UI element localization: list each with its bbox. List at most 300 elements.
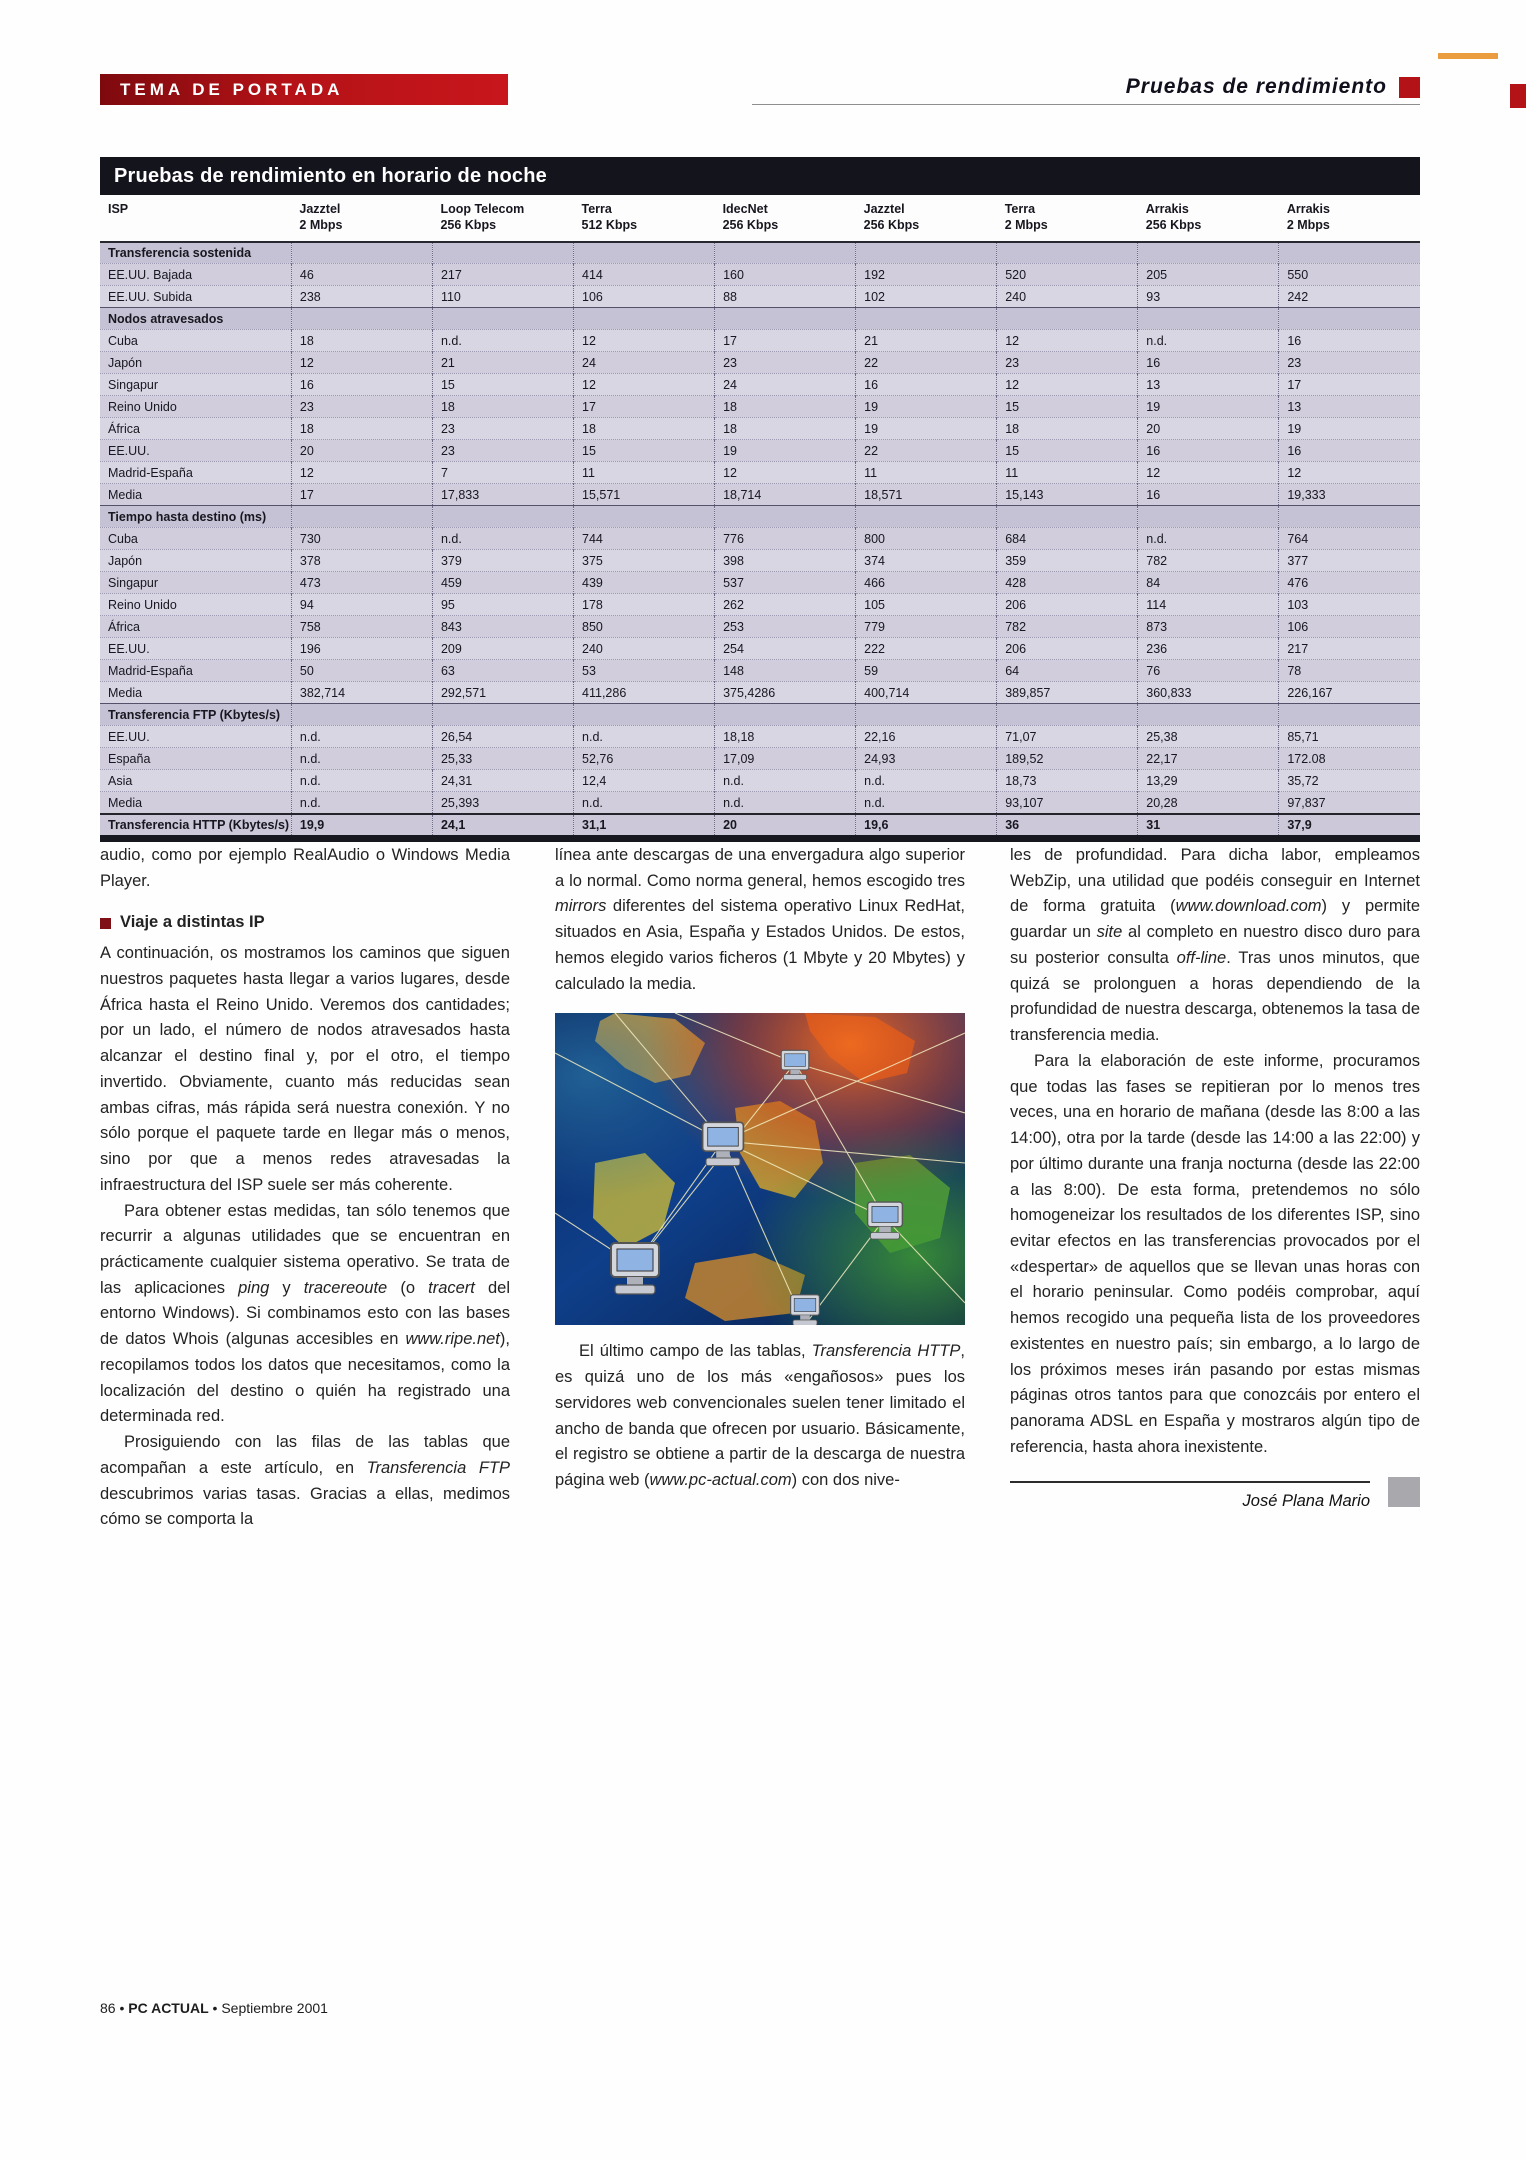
table-cell: 476 [1279, 572, 1420, 594]
table-cell: 85,71 [1279, 726, 1420, 748]
world-map-photo [555, 1013, 965, 1325]
table-cell: 377 [1279, 550, 1420, 572]
table-cell: 95 [432, 594, 573, 616]
table-cell: 843 [432, 616, 573, 638]
table-cell: 24,93 [856, 748, 997, 770]
table-cell: 18,571 [856, 484, 997, 506]
article-paragraph: Para la elaboración de este informe, procuramos que todas las fases se repitieran por lo menos tres veces, una en horario de mañana (desde las 8:00 a las 14:00), otra por la tarde (desde las 14:00 a las 22:00) y por último durante una franja nocturna (desde las 22:00 a las 8:00). De esta forma, pretendemos no sólo homogeneizar los resultados de los diferentes ISP, sino evitar efectos en las transferencias provocados por el «despertar» de aquellos que se llevan unas horas con el horario peninsular. Como podéis comprobar, aquí hemos recogido una pequeña lista de los proveedores existentes en nuestro país; sin embargo, a lo largo de los próximos meses irán pasando por estas mismas páginas otros tantos para que conozcáis por entero el panorama ADSL en España y mostraros algún tipo de referencia, hasta ahora inexistente. [1010, 1051, 1420, 1456]
empty-cell [856, 704, 997, 726]
column-header [997, 195, 1138, 242]
empty-cell [997, 506, 1138, 528]
footer-magazine-name: PC ACTUAL [128, 2000, 209, 2016]
table-cell: 205 [1138, 264, 1279, 286]
table-cell: 19 [715, 440, 856, 462]
table-cell: 17 [574, 396, 715, 418]
table-cell: 93,107 [997, 792, 1138, 814]
table-row [100, 748, 1420, 770]
column-header [291, 195, 432, 242]
network-map-illustration [555, 1013, 965, 1325]
column-header [715, 195, 856, 242]
computer-icon [703, 1123, 744, 1166]
row-label: Media [108, 487, 143, 502]
table-cell: 253 [715, 616, 856, 638]
table-cell: 189,52 [997, 748, 1138, 770]
table-cell: n.d. [1138, 528, 1279, 550]
corner-accent-dash [1438, 53, 1498, 59]
table-cell: 13,29 [1138, 770, 1279, 792]
table-cell: 16 [1279, 330, 1420, 352]
table-cell: 93 [1138, 286, 1279, 308]
table-row [100, 594, 1420, 616]
table-cell: 63 [432, 660, 573, 682]
table-cell: 379 [432, 550, 573, 572]
table-cell: 23 [997, 352, 1138, 374]
table-cell: 240 [574, 638, 715, 660]
table-cell: n.d. [291, 748, 432, 770]
isp-name: Terra [1004, 202, 1036, 216]
table-row [100, 616, 1420, 638]
table-row [100, 352, 1420, 374]
empty-cell [1138, 704, 1279, 726]
section-label: Nodos atravesados [108, 311, 224, 326]
column-header [432, 195, 573, 242]
section-label: Tiempo hasta destino (ms) [108, 509, 267, 524]
article-column-2 [555, 843, 965, 1533]
table-cell: 12 [574, 374, 715, 396]
computer-icon [611, 1243, 659, 1294]
empty-cell [574, 308, 715, 330]
section-label: Transferencia sostenida [108, 246, 252, 260]
table-cell: 7 [432, 462, 573, 484]
empty-cell [715, 506, 856, 528]
table-cell: 192 [856, 264, 997, 286]
row-label: Cuba [108, 531, 138, 546]
table-cell: 22,16 [856, 726, 997, 748]
table-cell: 17 [291, 484, 432, 506]
row-label: Singapur [108, 575, 159, 590]
kicker-bar [100, 74, 508, 105]
footer-bullet: • [119, 2000, 125, 2016]
row-label: África [108, 421, 140, 436]
isp-name: Loop Telecom [440, 202, 525, 216]
table-row [100, 528, 1420, 550]
table-cell: 15,143 [997, 484, 1138, 506]
table-cell: 22,17 [1138, 748, 1279, 770]
row-label: África [108, 619, 140, 634]
section-head [752, 75, 1420, 105]
column-2-bottom-paragraphs [555, 1339, 965, 1493]
table-cell: 31 [1138, 814, 1279, 839]
empty-cell [1279, 308, 1420, 330]
isp-speed: 2 Mbps [1286, 218, 1330, 233]
table-cell: n.d. [856, 770, 997, 792]
table-cell: 20,28 [1138, 792, 1279, 814]
empty-cell [1138, 242, 1279, 264]
page-edge-red-tab [1510, 84, 1526, 108]
row-label: EE.UU. Bajada [108, 267, 193, 282]
empty-cell [856, 308, 997, 330]
table-cell: n.d. [291, 726, 432, 748]
table-cell: 16 [856, 374, 997, 396]
column-header [1279, 195, 1420, 242]
table-cell: 12,4 [574, 770, 715, 792]
row-label: Japón [108, 355, 143, 370]
empty-cell [432, 242, 573, 264]
footer-bullet: • [212, 2000, 218, 2016]
table-cell: 262 [715, 594, 856, 616]
table-row [100, 770, 1420, 792]
row-label: EE.UU. [108, 443, 150, 458]
table-cell: 800 [856, 528, 997, 550]
table-cell: 19,6 [856, 814, 997, 839]
table-cell: 76 [1138, 660, 1279, 682]
table-cell: 23 [291, 396, 432, 418]
table-row [100, 572, 1420, 594]
table-cell: 20 [291, 440, 432, 462]
table-cell: 20 [715, 814, 856, 839]
empty-cell [1138, 308, 1279, 330]
table-cell: 206 [997, 594, 1138, 616]
table-cell: 459 [432, 572, 573, 594]
isp-speed: 256 Kbps [863, 218, 920, 233]
table-cell: 11 [856, 462, 997, 484]
section-header-row [100, 704, 1420, 726]
table-cell: 105 [856, 594, 997, 616]
empty-cell [997, 704, 1138, 726]
table-cell: 50 [291, 660, 432, 682]
table-cell: 873 [1138, 616, 1279, 638]
table-cell: 18,714 [715, 484, 856, 506]
table-row [100, 638, 1420, 660]
table-cell: 779 [856, 616, 997, 638]
table-cell: 12 [997, 374, 1138, 396]
table-cell: 18,73 [997, 770, 1138, 792]
table-cell: 19 [1279, 418, 1420, 440]
empty-cell [432, 506, 573, 528]
table-cell: 16 [291, 374, 432, 396]
table-cell: n.d. [1138, 330, 1279, 352]
table-cell: 35,72 [1279, 770, 1420, 792]
table-cell: 31,1 [574, 814, 715, 839]
section-header-row [100, 506, 1420, 528]
table-cell: 18 [574, 418, 715, 440]
row-label: Asia [108, 773, 133, 788]
table-cell: 254 [715, 638, 856, 660]
table-cell: 238 [291, 286, 432, 308]
table-cell: n.d. [715, 770, 856, 792]
article-paragraph: A continuación, os mostramos los caminos que siguen nuestros paquetes hasta llegar a varios lugares, desde África hasta el Reino Unido. Veremos dos cantidades; por un lado, el número de nodos atravesados hasta alcanzar el destino final y, por el otro, el tiempo invertido. Obviamente, cuanto más reducidas sean ambas cifras, más rápida será nuestra conexión. Y no sólo porque el paquete tarde en llegar más o menos, sino por que a menos redes atravesadas la infraestructura del ISP suele ser más coherente. [100, 944, 510, 1194]
empty-cell [997, 308, 1138, 330]
table-body [100, 242, 1420, 839]
row-label: Japón [108, 553, 143, 568]
table-cell: 106 [1279, 616, 1420, 638]
table-cell: 12 [574, 330, 715, 352]
table-row [100, 396, 1420, 418]
column-header-row [100, 195, 1420, 242]
table-cell: 850 [574, 616, 715, 638]
empty-cell [1138, 506, 1279, 528]
table-cell: 106 [574, 286, 715, 308]
table-cell: 411,286 [574, 682, 715, 704]
section-header-row [100, 308, 1420, 330]
table-cell: 374 [856, 550, 997, 572]
table-cell: 172.08 [1279, 748, 1420, 770]
table-cell: 178 [574, 594, 715, 616]
column-3-paragraphs [1010, 843, 1420, 1461]
table-cell: 12 [291, 352, 432, 374]
table-cell: 23 [715, 352, 856, 374]
table-cell: 382,714 [291, 682, 432, 704]
map-glow-green [555, 1013, 965, 1325]
table-cell: 18,18 [715, 726, 856, 748]
table-cell: 240 [997, 286, 1138, 308]
table-cell: 20 [1138, 418, 1279, 440]
computer-icon [868, 1202, 903, 1239]
table-cell: 520 [997, 264, 1138, 286]
table-row [100, 462, 1420, 484]
table-cell: 16 [1279, 440, 1420, 462]
table-cell: n.d. [574, 726, 715, 748]
table-cell: 24,1 [432, 814, 573, 839]
table-cell: 17 [715, 330, 856, 352]
row-label: Madrid-España [108, 663, 193, 678]
table-cell: 15 [432, 374, 573, 396]
empty-cell [291, 704, 432, 726]
performance-table [100, 195, 1420, 842]
table-cell: 12 [291, 462, 432, 484]
isp-speed: 256 Kbps [1145, 218, 1202, 233]
isp-name: Arrakis [1286, 202, 1330, 216]
column-header [856, 195, 997, 242]
table-cell: 22 [856, 352, 997, 374]
table-cell: 782 [1138, 550, 1279, 572]
empty-cell [715, 242, 856, 264]
isp-name: Jazztel [299, 202, 341, 216]
table-cell: 400,714 [856, 682, 997, 704]
author-rule [1010, 1481, 1370, 1483]
isp-speed: 512 Kbps [581, 218, 638, 233]
row-label: Singapur [108, 377, 159, 392]
table-cell: 217 [1279, 638, 1420, 660]
table-cell: 359 [997, 550, 1138, 572]
table-cell: 776 [715, 528, 856, 550]
table-cell: 764 [1279, 528, 1420, 550]
table-cell: 375 [574, 550, 715, 572]
table-cell: 17,09 [715, 748, 856, 770]
table-cell: 242 [1279, 286, 1420, 308]
table-cell: 103 [1279, 594, 1420, 616]
table-cell: 12 [1138, 462, 1279, 484]
footer-issue: Septiembre 2001 [221, 2000, 328, 2016]
table-cell: 292,571 [432, 682, 573, 704]
computer-icon [791, 1295, 820, 1325]
table-cell: 24,31 [432, 770, 573, 792]
table-cell: 22 [856, 440, 997, 462]
table-cell: 160 [715, 264, 856, 286]
table-cell: 17 [1279, 374, 1420, 396]
article-paragraph: El último campo de las tablas, Transferencia HTTP, es quizá uno de los más «engañosos» pues los servidores web convencionales suelen tener limitado el ancho de banda que ofrecen por usuario. Básicamente, el registro se obtiene a partir de la descarga de nuestra página web (www.pc-actual.com) con dos nive- [555, 1342, 965, 1490]
table-cell: 209 [432, 638, 573, 660]
section-label: Transferencia FTP (Kbytes/s) [108, 707, 281, 722]
table-cell: 23 [1279, 352, 1420, 374]
table-cell: 19,333 [1279, 484, 1420, 506]
empty-cell [997, 242, 1138, 264]
table-cell: 18 [291, 330, 432, 352]
table-title: Pruebas de rendimiento en horario de noche [114, 165, 547, 187]
article-column-3 [1010, 843, 1420, 1533]
table-cell: 17,833 [432, 484, 573, 506]
table-cell: 46 [291, 264, 432, 286]
author-block [1010, 1481, 1420, 1515]
table-row [100, 440, 1420, 462]
table-cell: 18 [291, 418, 432, 440]
row-label: Reino Unido [108, 399, 177, 414]
table-cell: 53 [574, 660, 715, 682]
table-cell: 84 [1138, 572, 1279, 594]
table-cell: 23 [432, 418, 573, 440]
table-cell: 226,167 [1279, 682, 1420, 704]
isp-name: Terra [581, 202, 612, 216]
table-cell: 102 [856, 286, 997, 308]
article-paragraph: Para obtener estas medidas, tan sólo tenemos que recurrir a algunas utilidades que se encuentran en prácticamente cualquier sistema operativo. Se trata de las aplicaciones ping y tracereoute (o tracert del entorno Windows). Si combinamos esto con las bases de datos Whois (algunas accesibles en www.ripe.net), recopilamos todos los datos que necesitamos, como la localización del destino o quién ha registrado una determinada red. [100, 1201, 510, 1426]
section-label: Transferencia HTTP (Kbytes/s) [108, 818, 290, 832]
computer-icon [781, 1051, 809, 1080]
column-header [1138, 195, 1279, 242]
table-row [100, 330, 1420, 352]
isp-corner-header: ISP [100, 195, 291, 242]
table-cell: 52,76 [574, 748, 715, 770]
table-cell: 25,33 [432, 748, 573, 770]
table-cell: 11 [574, 462, 715, 484]
empty-cell [432, 704, 573, 726]
table-row [100, 418, 1420, 440]
table-cell: 25,393 [432, 792, 573, 814]
empty-cell [432, 308, 573, 330]
article-paragraph: les de profundidad. Para dicha labor, empleamos WebZip, una utilidad que podéis conseguir en Internet de forma gratuita (www.download.com) y permite guardar un site al completo en nuestro disco duro para su posterior consulta off-line. Tras unos minutos, que quizá se prolonguen a horas dependiendo de la profundidad de nuestra descarga, obtenemos la tasa de transferencia media. [1010, 846, 1421, 1045]
square-bullet-icon [100, 918, 111, 929]
table-cell: 24 [715, 374, 856, 396]
table-cell: 236 [1138, 638, 1279, 660]
table-row [100, 726, 1420, 748]
kicker-label: TEMA DE PORTADA [120, 79, 344, 99]
section-title: Pruebas de rendimiento [1125, 75, 1387, 98]
empty-cell [291, 308, 432, 330]
isp-name: Arrakis [1145, 202, 1189, 216]
table-cell: n.d. [291, 770, 432, 792]
table-cell: 375,4286 [715, 682, 856, 704]
column-2-top-paragraphs [555, 843, 965, 997]
table-row [100, 484, 1420, 506]
table-cell: 36 [997, 814, 1138, 839]
article-column-1 [100, 843, 510, 1533]
row-label: EE.UU. [108, 729, 150, 744]
table-cell: 550 [1279, 264, 1420, 286]
table-cell: n.d. [574, 792, 715, 814]
row-label: Cuba [108, 333, 138, 348]
table-row [100, 660, 1420, 682]
empty-cell [715, 704, 856, 726]
row-label: Media [108, 685, 143, 700]
empty-cell [1279, 704, 1420, 726]
table-cell: 71,07 [997, 726, 1138, 748]
table-cell: 222 [856, 638, 997, 660]
row-label: Madrid-España [108, 465, 193, 480]
table-cell: 114 [1138, 594, 1279, 616]
empty-cell [291, 506, 432, 528]
empty-cell [1279, 242, 1420, 264]
table-cell: 758 [291, 616, 432, 638]
table-cell: n.d. [715, 792, 856, 814]
table-cell: 217 [432, 264, 573, 286]
table-cell: 537 [715, 572, 856, 594]
subhead-text: Viaje a distintas IP [120, 913, 265, 932]
table-cell: 37,9 [1279, 814, 1420, 839]
table-cell: 744 [574, 528, 715, 550]
table-cell: 782 [997, 616, 1138, 638]
table-title-bar [100, 157, 1420, 195]
row-label: EE.UU. Subida [108, 289, 193, 304]
table-cell: 15 [574, 440, 715, 462]
empty-cell [856, 242, 997, 264]
table-cell: 16 [1138, 352, 1279, 374]
empty-cell [574, 704, 715, 726]
table-cell: 13 [1138, 374, 1279, 396]
performance-table-section [100, 157, 1420, 842]
table-cell: 64 [997, 660, 1138, 682]
empty-cell [856, 506, 997, 528]
table-cell: 18 [432, 396, 573, 418]
isp-speed: 256 Kbps [722, 218, 779, 233]
table-cell: 206 [997, 638, 1138, 660]
table-cell: 148 [715, 660, 856, 682]
isp-name: Jazztel [863, 202, 905, 216]
table-cell: 21 [432, 352, 573, 374]
article-paragraph: línea ante descargas de una envergadura algo superior a lo normal. Como norma general, hemos escogido tres mirrors diferentes del sistema operativo Linux RedHat, situados en Asia, España y Estados Unidos. De estos, hemos elegido varios ficheros (1 Mbyte y 20 Mbytes) y calculado la media. [555, 846, 965, 993]
table-row [100, 550, 1420, 572]
author-square-icon [1388, 1477, 1420, 1507]
table-cell: 389,857 [997, 682, 1138, 704]
table-cell: n.d. [432, 528, 573, 550]
table-row [100, 682, 1420, 704]
table-cell: 15,571 [574, 484, 715, 506]
table-cell: 684 [997, 528, 1138, 550]
table-cell: 19,9 [291, 814, 432, 839]
table-cell: 398 [715, 550, 856, 572]
table-cell: 16 [1138, 440, 1279, 462]
table-cell: 88 [715, 286, 856, 308]
footer-page-number: 86 [100, 2000, 116, 2016]
row-label: Reino Unido [108, 597, 177, 612]
isp-speed: 2 Mbps [299, 218, 343, 233]
row-label: Media [108, 795, 143, 810]
table-cell: 97,837 [1279, 792, 1420, 814]
table-row [100, 792, 1420, 814]
table-cell: 730 [291, 528, 432, 550]
table-cell: 26,54 [432, 726, 573, 748]
row-label: España [108, 751, 151, 766]
table-cell: 18 [715, 396, 856, 418]
table-cell: 21 [856, 330, 997, 352]
table-cell: 15 [997, 440, 1138, 462]
red-square-icon [1399, 77, 1420, 98]
article-paragraph: Prosiguiendo con las filas de las tablas que acompañan a este artículo, en Transferencia FTP descubrimos varias tasas. Gracias a ellas, medimos cómo se comporta la [100, 1433, 510, 1529]
empty-cell [574, 506, 715, 528]
table-cell: 16 [1138, 484, 1279, 506]
table-cell: 110 [432, 286, 573, 308]
empty-cell [574, 242, 715, 264]
article-body [100, 843, 1420, 1533]
table-cell: 19 [1138, 396, 1279, 418]
